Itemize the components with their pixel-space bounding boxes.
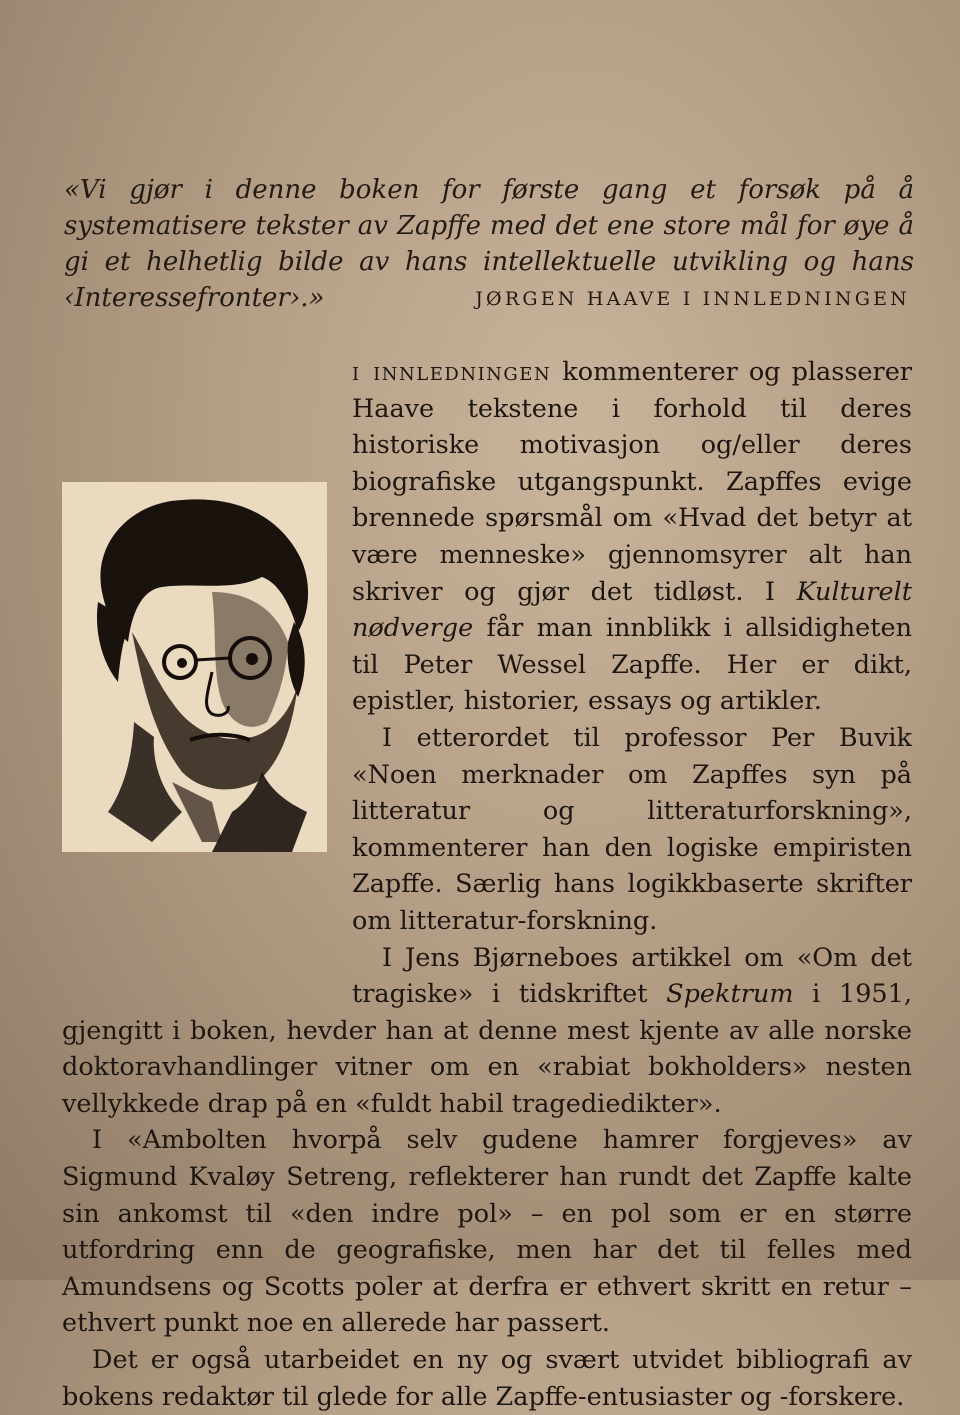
paragraph-3-text-a: I Jens Bjørneboes artikkel om «Om det tragiske» i tidskriftet (352, 942, 912, 1010)
quote-attribution: JØRGEN HAAVE I INNLEDNINGEN (475, 288, 910, 310)
paragraph-1-text-a: kommenterer og plasserer Haave tekstene i forhold til deres historiske motivasjon og/eller deres biografiske utgangspunkt. Zapffes evige brennede spørsmål om «Hvad det betyr at være menneske» gjennomsyrer alt han skriver og gjør det tidløst. I (352, 357, 912, 607)
paragraph-2: I etterordet til professor Per Buvik «Noen merknader om Zapffes syn på litteratur og litteraturforskning», kommenterer han den logiske empiristen Zapffe. Særlig hans logikkbaserte skrifter om litteratur-forskning. (352, 722, 912, 936)
paragraph-5: Det er også utarbeidet en ny og svært utvidet bibliografi av bokens redaktør til glede for alle Zapffe-entusiaster og -forskere. (62, 1345, 912, 1412)
body-text (62, 354, 912, 1415)
journal-title: Spektrum (666, 979, 794, 1010)
book-title: Kulturelt nødverge (352, 576, 912, 644)
portrait-spacer (62, 482, 352, 982)
paragraph-3-text-b: i 1951, gjengitt i boken, hevder han at denne mest kjente av alle norske doktoravhandlinger vitner om en «rabiat bokholders» nesten vellykkede drap på en «fuldt habil tragediedikter». (62, 979, 912, 1119)
paragraph-4: I «Ambolten hvorpå selv gudene hamrer forgjeves» av Sigmund Kvaløy Setreng, reflekterer han rundt det Zapffe kalte sin ankomst til «den indre pol» – en pol som er en større utfordring enn de geografiske, men har det til felles med Amundsens og Scotts poler at derfra er ethvert skritt en retur – ethvert punkt noe en allerede har passert. (62, 1125, 912, 1339)
paragraph-lead: i innledningen (352, 357, 552, 387)
pull-quote: «Vi gjør i denne boken for første gang et forsøk på å systematisere tekster av Zapffe med det ene store mål for øye å gi et helhetlig bilde av hans intellektuelle utvikling og hans ‹Interessefronter›.» (64, 175, 914, 313)
paragraph-1-text-b: får man innblikk i allsidigheten til Peter Wessel Zapffe. Her er dikt, epistler, historier, essays og artikler. (352, 613, 912, 717)
